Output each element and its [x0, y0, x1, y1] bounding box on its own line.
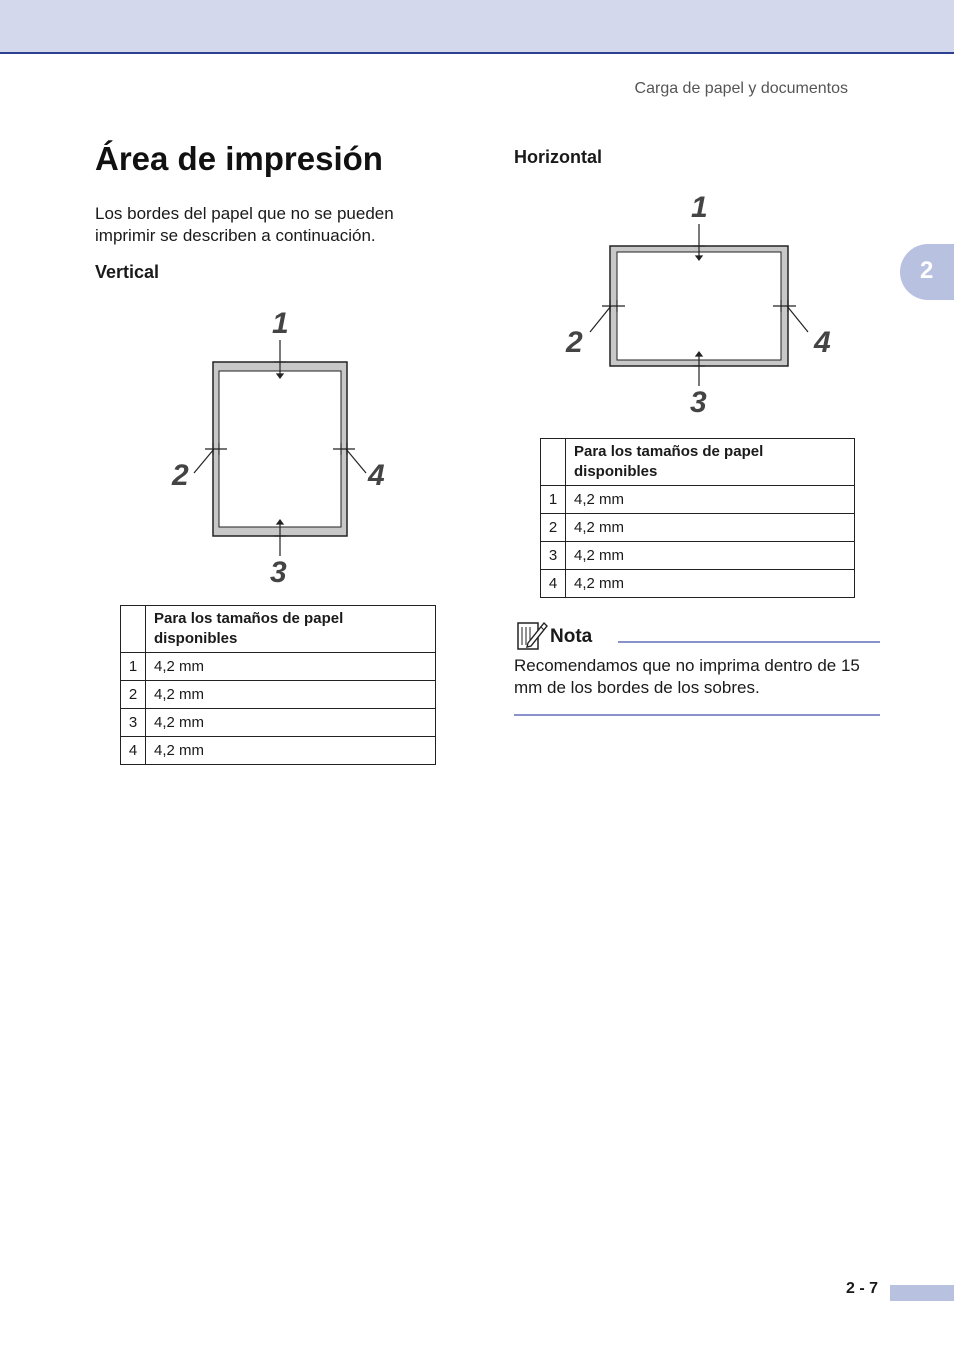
row-value: 4,2 mm: [146, 653, 436, 681]
note-title: Nota: [550, 626, 593, 647]
row-number: 2: [541, 514, 566, 542]
horizontal-paper: [610, 246, 788, 366]
horizontal-margins-table: [540, 438, 855, 598]
row-value: 4,2 mm: [566, 542, 855, 570]
row-value: 4,2 mm: [146, 709, 436, 737]
row-value: 4,2 mm: [566, 514, 855, 542]
vertical-callout-3: 3: [270, 556, 287, 589]
row-number: 4: [121, 737, 146, 765]
row-value: 4,2 mm: [146, 681, 436, 709]
row-value: 4,2 mm: [566, 570, 855, 598]
horizontal-callout-1: 1: [691, 191, 708, 224]
horizontal-heading: Horizontal: [514, 147, 602, 167]
row-number: 3: [541, 542, 566, 570]
running-head: Carga de papel y documentos: [634, 80, 848, 97]
vertical-margins-table: [120, 605, 436, 765]
vertical-margin-diagram: [160, 300, 400, 595]
vertical-heading: Vertical: [95, 262, 160, 282]
horizontal-callout-4: 4: [814, 326, 831, 359]
vertical-callout-4: 4: [368, 459, 385, 492]
note-divider-top: [618, 641, 880, 643]
note-divider-bottom: [514, 714, 880, 716]
row-number: 4: [541, 570, 566, 598]
table-row: [541, 570, 855, 598]
row-number: 1: [541, 486, 566, 514]
row-number: 2: [121, 681, 146, 709]
page-number: 2 - 7: [846, 1280, 879, 1297]
horizontal-callout-3: 3: [690, 386, 707, 419]
intro-text: Los bordes del papel que no se pueden imprimir se describen a continuación.: [95, 204, 394, 245]
horizontal-margin-diagram: [550, 186, 850, 421]
table-row: [541, 486, 855, 514]
row-number: 3: [121, 709, 146, 737]
note-pencil-icon: [516, 619, 548, 651]
table-row: [121, 653, 436, 681]
table-row: [121, 709, 436, 737]
table-header: Para los tamaños de papel disponibles: [566, 439, 855, 486]
table-row: [541, 542, 855, 570]
note-body: Recomendamos que no imprima dentro de 15 mm de los bordes de los sobres.: [514, 656, 860, 697]
table-row: [121, 681, 436, 709]
row-value: 4,2 mm: [146, 737, 436, 765]
chapter-tab: [900, 244, 954, 300]
vertical-callout-1: 1: [272, 307, 289, 340]
chapter-number: 2: [920, 257, 934, 284]
row-value: 4,2 mm: [566, 486, 855, 514]
horizontal-callout-2: 2: [566, 326, 583, 359]
table-header-row: [121, 606, 436, 653]
vertical-paper: [213, 362, 347, 536]
header-band: [0, 0, 954, 54]
page-title: Área de impresión: [95, 140, 383, 177]
vertical-callout-2: 2: [172, 459, 189, 492]
table-header-row: [541, 439, 855, 486]
table-row: [541, 514, 855, 542]
footer-band: [890, 1285, 954, 1301]
table-header: Para los tamaños de papel disponibles: [146, 606, 436, 653]
table-row: [121, 737, 436, 765]
row-number: 1: [121, 653, 146, 681]
